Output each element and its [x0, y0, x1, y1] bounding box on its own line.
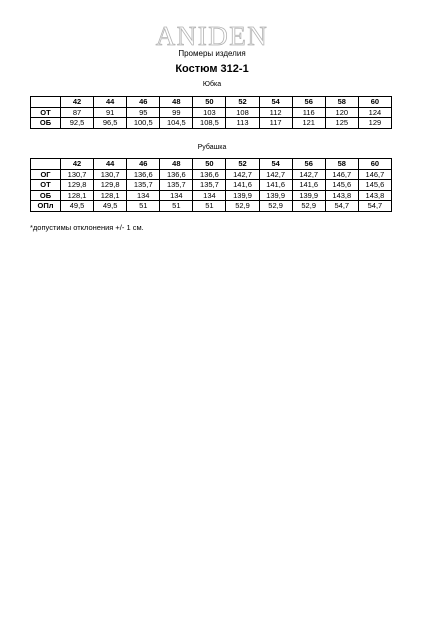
measurement-value-cell: 130,7 [94, 169, 127, 180]
measurement-value-cell: 54,7 [358, 201, 391, 212]
measurement-value-cell: 100,5 [127, 118, 160, 129]
size-header-cell: 56 [292, 97, 325, 108]
measurement-value-cell: 125 [325, 118, 358, 129]
header-corner-cell [31, 97, 61, 108]
measurement-value-cell: 136,6 [193, 169, 226, 180]
measurement-label-cell: ОПл [31, 201, 61, 212]
measurement-value-cell: 136,6 [160, 169, 193, 180]
measurement-value-cell: 116 [292, 107, 325, 118]
size-header-cell: 52 [226, 159, 259, 170]
size-header-cell: 48 [160, 159, 193, 170]
measurement-value-cell: 139,9 [226, 190, 259, 201]
measurement-value-cell: 135,7 [193, 180, 226, 191]
skirt-section-label: Юбка [202, 81, 222, 88]
table-header-row [31, 159, 392, 170]
measurement-label-cell: ОТ [31, 107, 61, 118]
table-row [31, 118, 392, 129]
measurement-value-cell: 92,5 [61, 118, 94, 129]
shirt-size-table [30, 158, 392, 212]
measurement-value-cell: 121 [292, 118, 325, 129]
measurement-value-cell: 142,7 [226, 169, 259, 180]
page-title: Костюм 312-1 [175, 63, 249, 75]
size-header-cell: 54 [259, 159, 292, 170]
measurement-value-cell: 52,9 [226, 201, 259, 212]
size-header-cell: 46 [127, 159, 160, 170]
measurement-value-cell: 120 [325, 107, 358, 118]
measurement-value-cell: 143,8 [358, 190, 391, 201]
measurement-value-cell: 113 [226, 118, 259, 129]
page-subtitle: Промеры изделия [178, 49, 246, 58]
table-row [31, 201, 392, 212]
measurement-value-cell: 91 [94, 107, 127, 118]
measurement-value-cell: 96,5 [94, 118, 127, 129]
measurement-value-cell: 134 [160, 190, 193, 201]
measurement-value-cell: 51 [193, 201, 226, 212]
measurement-value-cell: 143,8 [325, 190, 358, 201]
measurement-value-cell: 141,6 [259, 180, 292, 191]
size-header-cell: 54 [259, 97, 292, 108]
measurement-value-cell: 145,6 [325, 180, 358, 191]
size-header-cell: 52 [226, 97, 259, 108]
size-header-cell: 44 [94, 97, 127, 108]
measurement-value-cell: 141,6 [292, 180, 325, 191]
measurement-label-cell: ОБ [31, 190, 61, 201]
tolerance-note: *допустимы отклонения +/- 1 см. [30, 223, 144, 232]
measurement-value-cell: 117 [259, 118, 292, 129]
size-header-cell: 48 [160, 97, 193, 108]
measurement-value-cell: 129,8 [94, 180, 127, 191]
measurement-label-cell: ОГ [31, 169, 61, 180]
table-header-row [31, 97, 392, 108]
measurement-value-cell: 49,5 [94, 201, 127, 212]
measurement-value-cell: 51 [127, 201, 160, 212]
table-row [31, 180, 392, 191]
size-header-cell: 50 [193, 159, 226, 170]
measurement-value-cell: 141,6 [226, 180, 259, 191]
measurement-value-cell: 146,7 [358, 169, 391, 180]
measurement-value-cell: 112 [259, 107, 292, 118]
size-header-cell: 60 [358, 159, 391, 170]
size-header-cell: 60 [358, 97, 391, 108]
measurement-value-cell: 139,9 [292, 190, 325, 201]
measurement-value-cell: 134 [193, 190, 226, 201]
measurement-value-cell: 51 [160, 201, 193, 212]
measurement-value-cell: 124 [358, 107, 391, 118]
size-header-cell: 42 [61, 97, 94, 108]
measurement-value-cell: 108,5 [193, 118, 226, 129]
measurement-value-cell: 49,5 [61, 201, 94, 212]
measurement-value-cell: 104,5 [160, 118, 193, 129]
measurement-value-cell: 103 [193, 107, 226, 118]
measurement-value-cell: 136,6 [127, 169, 160, 180]
measurement-value-cell: 129,8 [61, 180, 94, 191]
measurement-value-cell: 52,9 [292, 201, 325, 212]
measurement-value-cell: 134 [127, 190, 160, 201]
measurement-value-cell: 139,9 [259, 190, 292, 201]
size-header-cell: 56 [292, 159, 325, 170]
measurement-value-cell: 54,7 [325, 201, 358, 212]
table-row [31, 107, 392, 118]
brand-logo: ANIDEN [155, 21, 269, 51]
measurement-value-cell: 142,7 [292, 169, 325, 180]
table-row [31, 190, 392, 201]
measurement-value-cell: 108 [226, 107, 259, 118]
measurement-value-cell: 87 [61, 107, 94, 118]
measurement-value-cell: 99 [160, 107, 193, 118]
measurement-value-cell: 95 [127, 107, 160, 118]
size-header-cell: 46 [127, 97, 160, 108]
header-corner-cell [31, 159, 61, 170]
size-header-cell: 58 [325, 97, 358, 108]
size-header-cell: 42 [61, 159, 94, 170]
measurement-value-cell: 145,6 [358, 180, 391, 191]
measurement-value-cell: 130,7 [61, 169, 94, 180]
measurement-label-cell: ОТ [31, 180, 61, 191]
measurement-value-cell: 135,7 [160, 180, 193, 191]
measurement-value-cell: 52,9 [259, 201, 292, 212]
measurement-value-cell: 128,1 [61, 190, 94, 201]
size-header-cell: 50 [193, 97, 226, 108]
table-row [31, 169, 392, 180]
measurement-value-cell: 142,7 [259, 169, 292, 180]
measurement-value-cell: 135,7 [127, 180, 160, 191]
size-header-cell: 58 [325, 159, 358, 170]
measurement-value-cell: 128,1 [94, 190, 127, 201]
shirt-section-label: Рубашка [197, 144, 227, 151]
size-header-cell: 44 [94, 159, 127, 170]
measurement-label-cell: ОБ [31, 118, 61, 129]
measurement-value-cell: 129 [358, 118, 391, 129]
skirt-size-table [30, 96, 392, 129]
measurement-value-cell: 146,7 [325, 169, 358, 180]
